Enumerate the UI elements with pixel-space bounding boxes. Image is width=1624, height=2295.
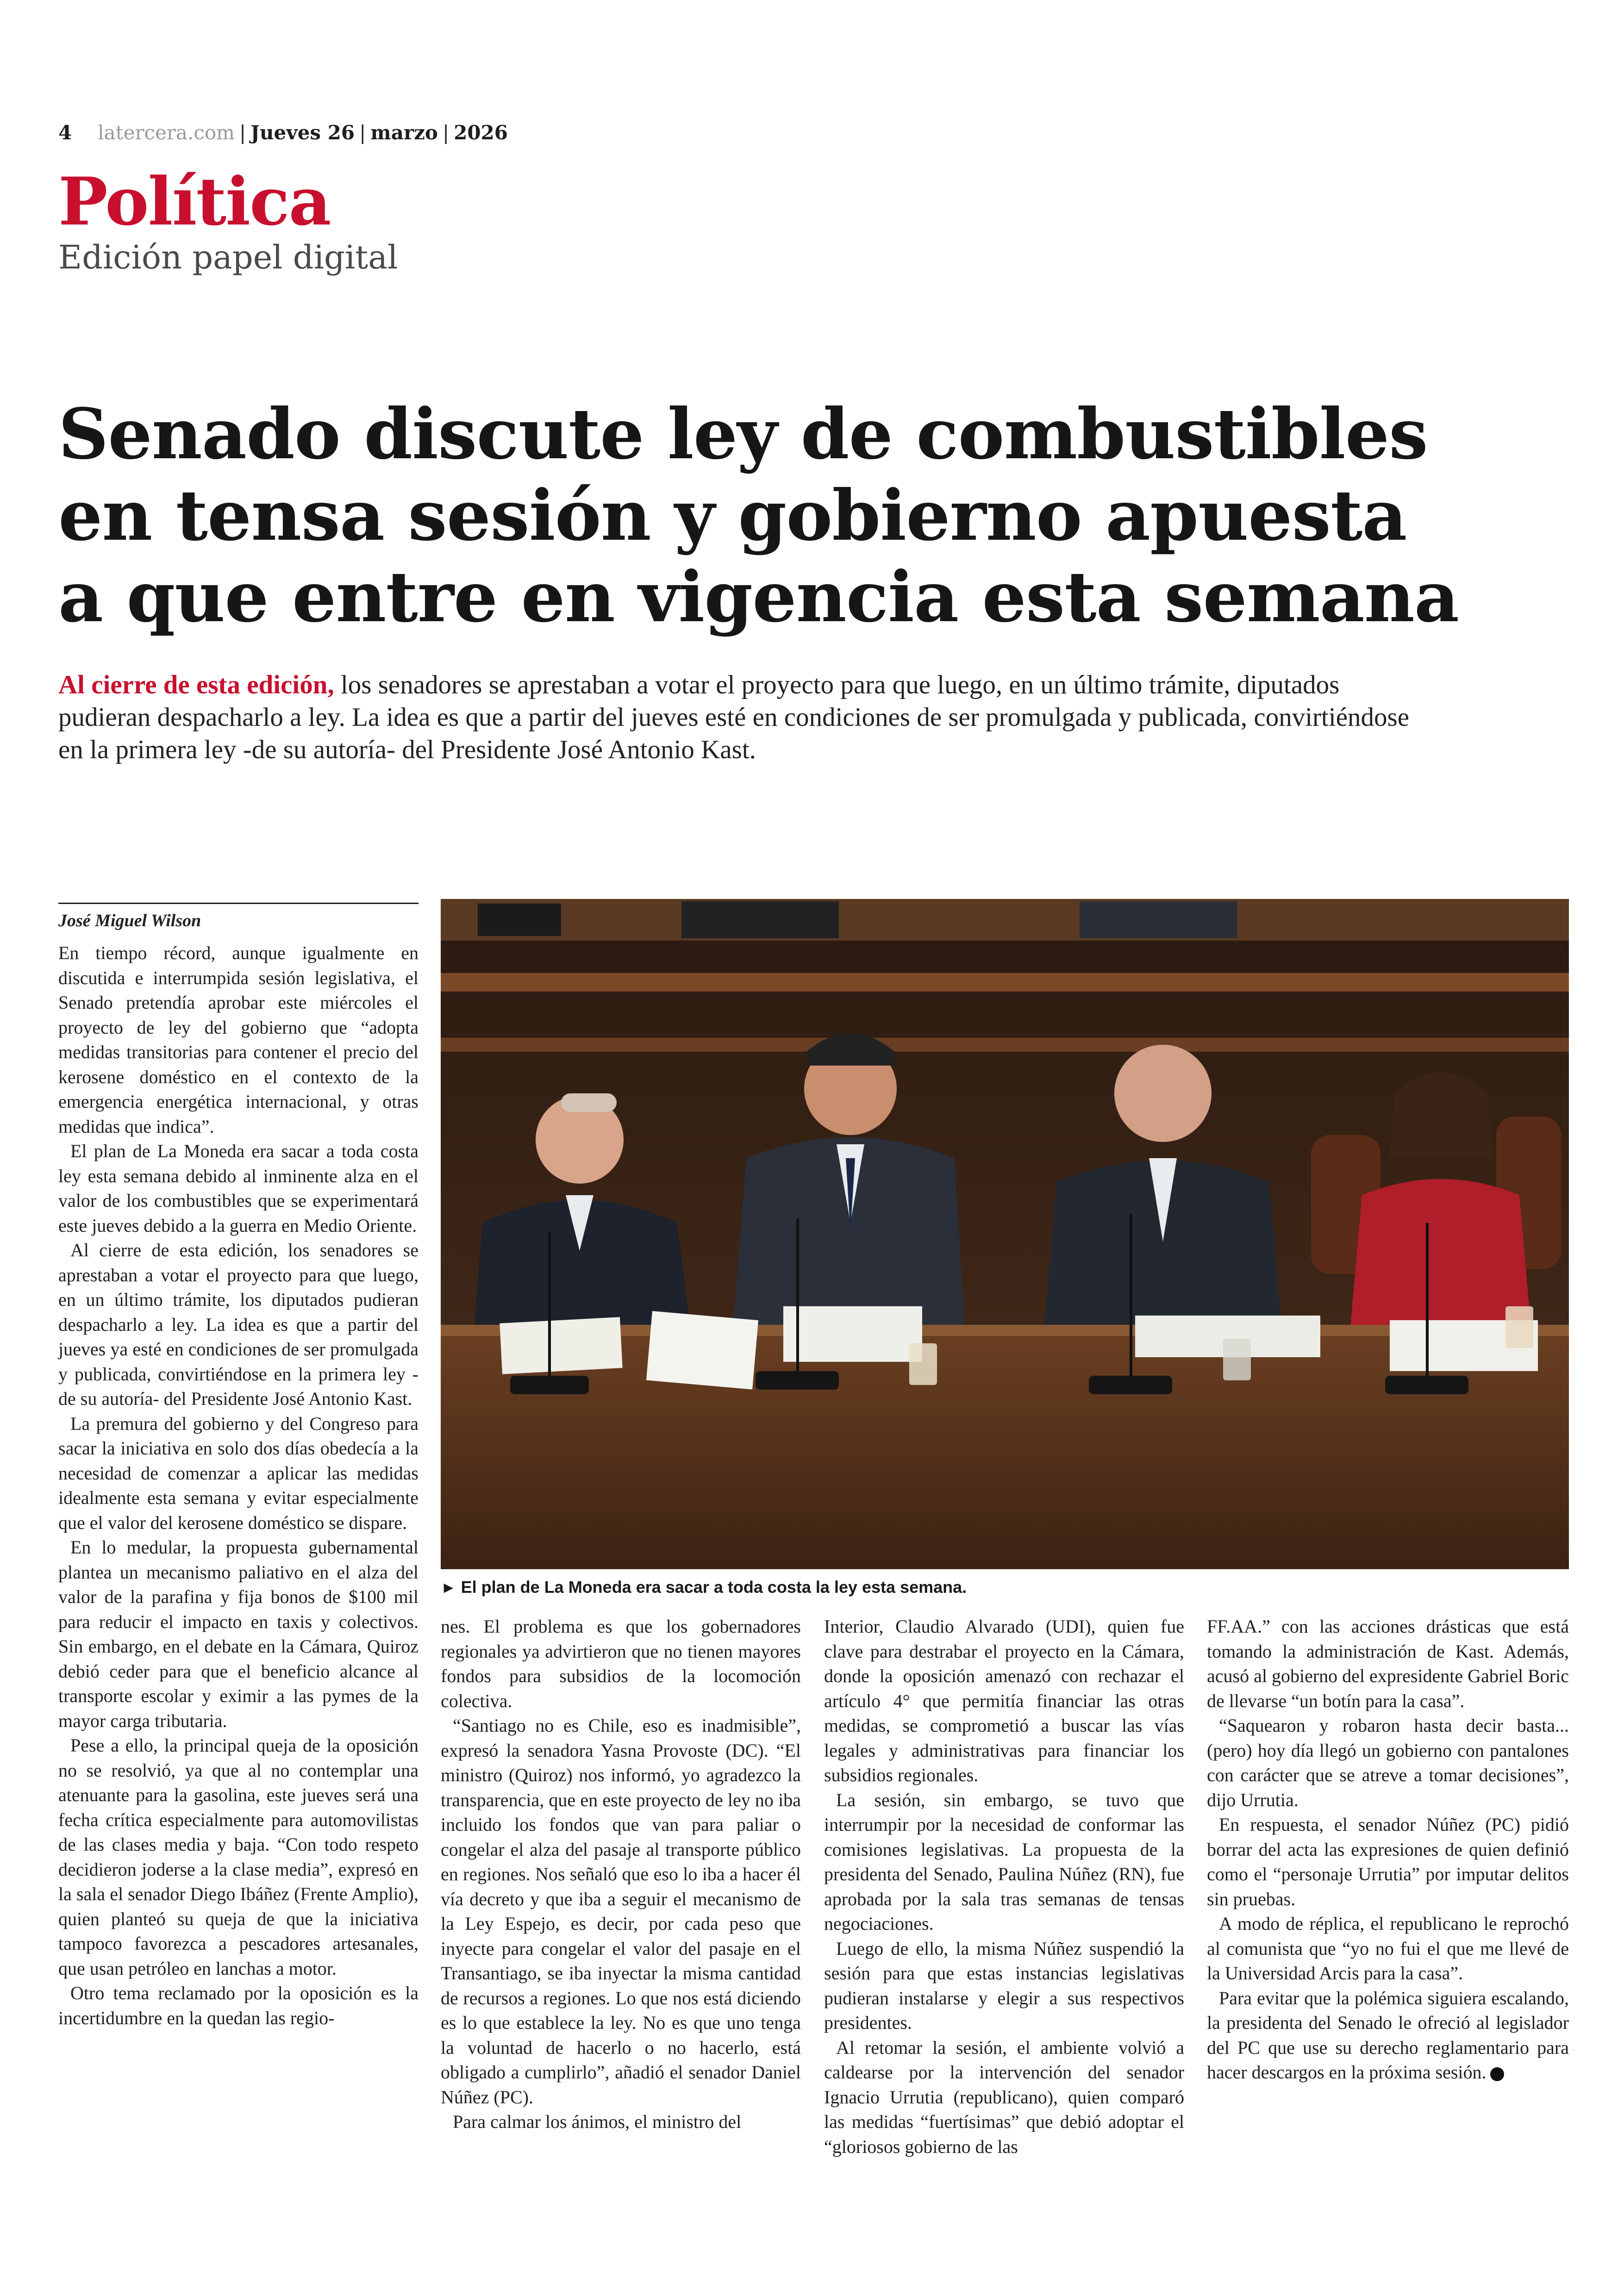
issue-day: Jueves 26 [250, 121, 355, 144]
paragraph-last [1207, 1986, 1569, 2085]
paragraph: “Santiago no es Chile, eso es inadmisible”, expresó la senadora Yasna Provoste (DC). “El ministro (Quiroz) nos informó, yo agradezco la transparencia, que en este proyecto de ley no iba incluido los fondos que van para paliar o congelar el alza del pasaje al transporte público en regiones. Nos señaló que eso lo iba a hacer él vía decreto y que iba a seguir el mecanismo de la Ley Espejo, es decir, por cada peso que inyecte para congelar el valor del pasaje en el Transantiago, se iba inyectar la misma cantidad de recursos a regiones. Lo que nos está diciendo es lo que establece la ley. No es que uno tenga la voluntad de hacerlo o no hacerlo, está obligado a cumplirlo”, añadió el senador Daniel Núñez (PC). [441, 1715, 801, 2108]
paragraph: En lo medular, la propuesta gubernamental plantea un mecanismo paliativo en el alza del valor de la parafina y fija bonos de $100 mil para reducir el impacto en taxis y colectivos. Sin embargo, en el debate en la Cámara, Quiroz debió ceder para que el beneficio alcance al transporte escolar y eximir a las pymes de la mayor carga tributaria. [58, 1537, 418, 1731]
paragraph: Otro tema reclamado por la oposición es la incertidumbre en la quedan las regio- [58, 1983, 418, 2028]
paragraph: Para calmar los ánimos, el ministro del [453, 2111, 742, 2132]
article-column-3 [824, 1614, 1184, 2159]
article-column-1 [58, 941, 418, 2030]
headline [58, 393, 1540, 638]
end-mark-icon [1490, 2067, 1504, 2081]
caption-arrow-icon: ► [441, 1579, 456, 1597]
paragraph: “Saquearon y robaron hasta decir basta... (pero) hoy día llegó un gobierno con pantalones con carácter que se atreve a tomar decisiones”, dijo Urrutia. [1207, 1715, 1569, 1810]
article-column-2 [441, 1614, 801, 2134]
article-column-4 [1207, 1614, 1569, 2085]
paragraph: nes. El problema es que los gobernadores regionales ya advirtieron que no tienen mayores fondos para subsidios de la locomoción colectiva. [441, 1616, 801, 1711]
article-photo [441, 899, 1569, 1569]
headline-line: a que entre en vigencia esta semana [58, 556, 1459, 638]
paragraph: Interior, Claudio Alvarado (UDI), quien fue clave para destrabar el proyecto en la Cámara, donde la oposición amenazó con rechazar el artículo 4° que permitía financiar las otras medidas, se comprometió a buscar las vías legales y administrativas para financiar los subsidios regionales. [824, 1616, 1184, 1785]
paragraph: Al retomar la sesión, el ambiente volvió a caldearse por la intervención del senador Ignacio Urrutia (republicano), quien comparó las medidas “fuertísimas” que debió adoptar el “gloriosos gobierno de las [824, 2037, 1184, 2157]
paragraph: Al cierre de esta edición, los senadores se aprestaban a votar el proyecto para que luego, en un último trámite, los diputados pudieran despacharlo a ley. La idea es que a partir del jueves ya esté en condiciones de ser promulgada y publicada, convirtiéndose en la primera ley -de su autoría- del Presidente José Antonio Kast. [58, 1240, 418, 1409]
paragraph: La sesión, sin embargo, se tuvo que interrumpir por la necesidad de conformar las comisiones legislativas. La propuesta de la presidenta del Senado, Paulina Núñez (RN), fue aprobada por la sala tras semanas de tensas negociaciones. [824, 1789, 1184, 1934]
issue-month: marzo [370, 121, 438, 144]
dek-text: los senadores se aprestaban a votar el proyecto para que luego, en un último trámite, diputados pudieran despacharlo a ley. La idea es que a partir del jueves esté en condiciones de ser promulgada y publicada, convirtiéndose en la primera ley -de su autoría- del Presidente José Antonio Kast. [58, 670, 1409, 764]
page-number: 4 [58, 121, 72, 144]
paragraph: A modo de réplica, el republicano le reprochó al comunista que “yo no fui el que me llevé de la Universidad Arcis para la casa”. [1207, 1913, 1569, 1983]
byline: José Miguel Wilson [58, 903, 418, 931]
headline-line: Senado discute ley de combustibles [58, 393, 1428, 475]
paragraph: Pese a ello, la principal queja de la oposición no se resolvió, ya que al no contemplar una atenuante para la gasolina, este jueves será una fecha crítica especialmente para automovilistas de las clases media y baja. “Con todo respeto decidieron joderse a la clase media”, expresó en la sala el senador Diego Ibáñez (Frente Amplio), quien planteó su queja de que la iniciativa tampoco favorezca a pescadores artesanales, que usan petróleo en lanchas a motor. [58, 1735, 418, 1979]
paragraph: En tiempo récord, aunque igualmente en discutida e interrumpida sesión legislativa, el Senado pretendía aprobar este miércoles el proyecto de ley del gobierno que “adopta medidas transitorias para contener el precio del kerosene doméstico en el contexto de la emergencia energética internacional, y otras medidas que indica”. [58, 942, 418, 1137]
paragraph: El plan de La Moneda era sacar a toda costa ley esta semana debido al inminente alza en el valor de los combustibles que se experimentará este jueves debido a la guerra en Medio Oriente. [58, 1141, 418, 1236]
headline-line: en tensa sesión y gobierno apuesta [58, 475, 1407, 556]
paragraph: La premura del gobierno y del Congreso para sacar la iniciativa en solo dos días obedecía a la necesidad de comenzar a aplicar las medidas idealmente esta semana y evitar especialmente que el valor del kerosene doméstico se dispare. [58, 1413, 418, 1533]
paragraph: FF.AA.” con las acciones drásticas que está tomando la administración de Kast. Además, acusó al gobierno del expresidente Gabriel Boric de llevarse “un botín para la casa”. [1207, 1616, 1569, 1711]
paragraph: Luego de ello, la misma Núñez suspendió la sesión para que estas instancias legislativas pudieran instalarse y elegir a sus respectivos presidentes. [824, 1938, 1184, 2033]
paragraph-text: Para evitar que la polémica siguiera escalando, la presidenta del Senado le ofreció al legislador del PC que use su derecho reglamentario para hacer descargos en la próxima sesión. [1207, 1987, 1569, 2083]
page-header: 4 latercera.com | Jueves 26 | marzo | 2026 [58, 121, 508, 144]
site-name: latercera.com [98, 121, 235, 144]
edition-label: Edición papel digital [58, 238, 398, 276]
section-title: Política [58, 163, 331, 240]
caption-text: El plan de La Moneda era sacar a toda costa la ley esta semana. [461, 1578, 967, 1597]
photo-caption [441, 1578, 1569, 1597]
issue-year: 2026 [454, 121, 508, 144]
paragraph: En respuesta, el senador Núñez (PC) pidió borrar del acta las expresiones de quien definió como el “personaje Urrutia” por imputar delitos sin pruebas. [1207, 1814, 1569, 1909]
dek [58, 669, 1424, 766]
dek-lead: Al cierre de esta edición, [58, 670, 334, 699]
